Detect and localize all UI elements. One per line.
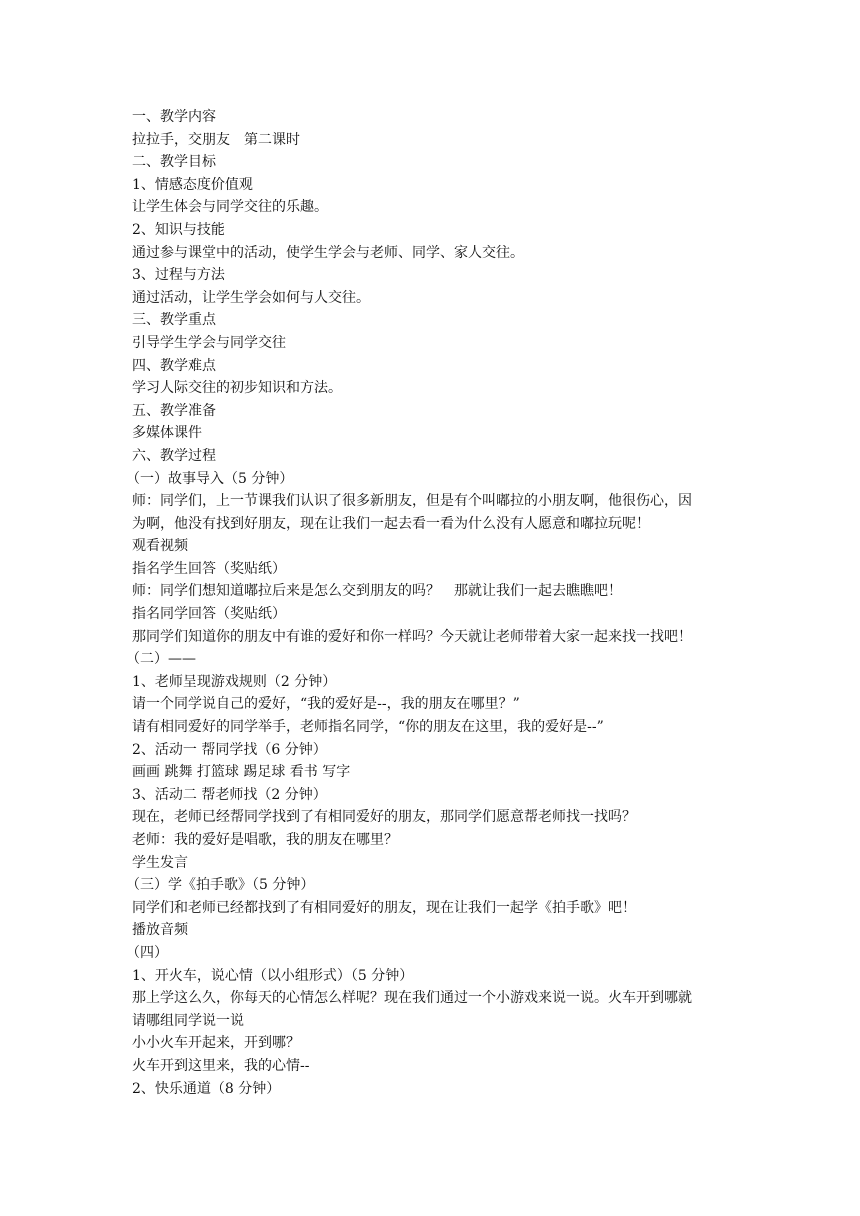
text-line: （一）故事导入（5 分钟）	[126, 470, 294, 487]
text-line: （四）	[126, 944, 168, 961]
text-line: 三、教学重点	[132, 312, 216, 329]
text-line: 播放音频	[132, 922, 188, 939]
text-line: 师：同学们想知道嘟拉后来是怎么交到朋友的吗？ 那就让我们一起去瞧瞧吧！	[132, 583, 622, 600]
text-line: 二、教学目标	[132, 154, 216, 171]
text-line: （二）——	[126, 651, 196, 668]
text-line: 师：同学们，上一节课我们认识了很多新朋友，但是有个叫嘟拉的小朋友啊，他很伤心，因	[132, 493, 692, 510]
text-line: 拉拉手，交朋友 第二课时	[132, 131, 300, 148]
text-line: 一、教学内容	[132, 109, 216, 125]
text-line: 2、知识与技能	[132, 221, 225, 238]
text-line: （三）学《拍手歌》（5 分钟）	[126, 877, 315, 894]
text-line: 1、老师呈现游戏规则（2 分钟）	[132, 673, 337, 690]
text-line: 现在，老师已经帮同学找到了有相同爱好的朋友，那同学们愿意帮老师找一找吗？	[132, 809, 636, 826]
text-line: 2、活动一 帮同学找（6 分钟）	[132, 741, 327, 758]
text-line: 学习人际交往的初步知识和方法。	[132, 380, 342, 397]
text-line: 指名同学回答（奖贴纸）	[132, 606, 286, 623]
text-line: 3、活动二 帮老师找（2 分钟）	[132, 786, 327, 803]
text-line: 观看视频	[132, 538, 188, 555]
text-line: 1、开火车，说心情（以小组形式）（5 分钟）	[132, 967, 414, 984]
text-line: 四、教学难点	[132, 357, 216, 374]
text-line: 让学生体会与同学交往的乐趣。	[132, 199, 328, 216]
text-line: 画画 跳舞 打篮球 踢足球 看书 写字	[132, 764, 351, 781]
text-line: 为啊，他没有找到好朋友，现在让我们一起去看一看为什么没有人愿意和嘟拉玩呢！	[132, 515, 650, 532]
text-line: 3、过程与方法	[132, 267, 225, 284]
text-line: 那上学这么久，你每天的心情怎么样呢？现在我们通过一个小游戏来说一说。火车开到哪就	[132, 990, 692, 1007]
text-line: 小小火车开起来，开到哪？	[132, 1035, 300, 1052]
text-line: 通过参与课堂中的活动，使学生学会与老师、同学、家人交往。	[132, 244, 524, 261]
text-line: 请一个同学说自己的爱好，“我的爱好是--，我的朋友在哪里？”	[132, 696, 520, 713]
text-line: 老师：我的爱好是唱歌，我的朋友在哪里？	[132, 832, 398, 848]
text-line: 指名学生回答（奖贴纸）	[132, 560, 286, 577]
text-line: 六、教学过程	[132, 447, 216, 464]
text-line: 通过活动，让学生学会如何与人交往。	[132, 289, 370, 306]
document-body	[126, 106, 742, 1100]
text-line: 五、教学准备	[132, 402, 216, 419]
text-line: 火车开到这里来，我的心情--	[132, 1057, 310, 1074]
text-line: 请有相同爱好的同学举手，老师指名同学，“你的朋友在这里，我的爱好是--”	[132, 719, 604, 736]
text-line: 1、情感态度价值观	[132, 176, 253, 193]
text-line: 2、快乐通道（8 分钟）	[132, 1080, 281, 1097]
text-line: 同学们和老师已经都找到了有相同爱好的朋友，现在让我们一起学《拍手歌》吧！	[132, 899, 636, 916]
text-line: 那同学们知道你的朋友中有谁的爱好和你一样吗？今天就让老师带着大家一起来找一找吧！	[132, 628, 692, 645]
text-line: 学生发言	[132, 854, 188, 871]
text-line: 请哪组同学说一说	[132, 1012, 244, 1029]
text-line: 多媒体课件	[132, 425, 202, 442]
text-line: 引导学生学会与同学交往	[132, 334, 286, 351]
